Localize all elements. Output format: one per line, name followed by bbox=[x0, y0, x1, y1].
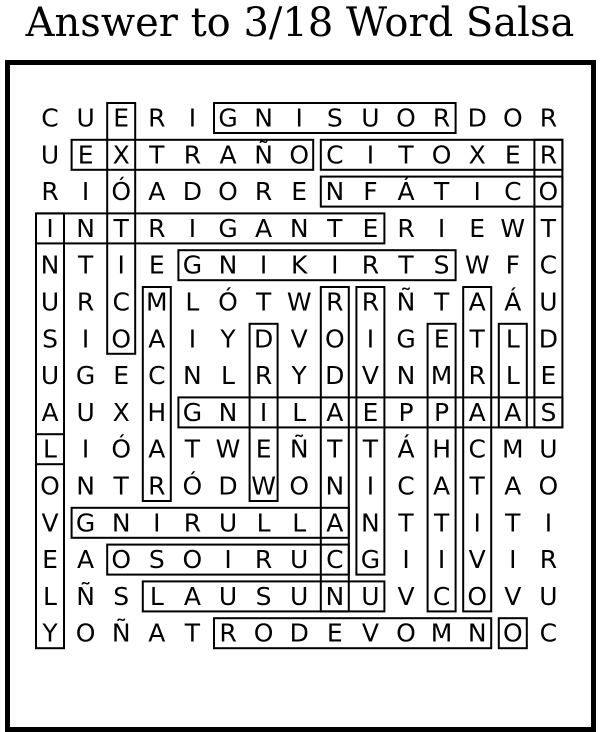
grid-letter: Y bbox=[291, 361, 307, 391]
grid-letter: T bbox=[469, 471, 485, 501]
grid-letter: O bbox=[218, 177, 238, 207]
grid-letter: U bbox=[290, 581, 309, 611]
grid-letter: O bbox=[502, 618, 523, 648]
grid-letter: L bbox=[505, 324, 520, 354]
grid-letter: N bbox=[111, 508, 131, 538]
grid-letter: L bbox=[505, 361, 520, 391]
grid-letter: H bbox=[432, 434, 452, 464]
grid-letter: I bbox=[544, 508, 553, 538]
found-word-box bbox=[143, 287, 171, 501]
grid-letter: S bbox=[433, 250, 450, 280]
grid-letter: T bbox=[255, 287, 272, 317]
grid-letter: E bbox=[362, 397, 379, 427]
grid-letter: I bbox=[402, 545, 410, 575]
grid-letter: I bbox=[81, 324, 90, 354]
grid-letter: T bbox=[398, 140, 414, 170]
grid-letter: U bbox=[539, 287, 558, 317]
grid-letter: I bbox=[473, 177, 481, 207]
grid-letter: N bbox=[325, 177, 345, 207]
grid-letter: N bbox=[361, 508, 380, 538]
grid-letter: A bbox=[504, 471, 522, 501]
grid-letter: O bbox=[40, 471, 60, 501]
grid-letter: S bbox=[42, 324, 58, 354]
grid-letter: O bbox=[538, 471, 559, 501]
grid-letter: A bbox=[219, 140, 237, 170]
grid-letter: Ñ bbox=[254, 140, 273, 170]
grid-letter: T bbox=[113, 213, 129, 243]
grid-letter: E bbox=[433, 324, 450, 354]
grid-letter: Á bbox=[504, 287, 522, 317]
grid-letter: D bbox=[325, 361, 345, 391]
grid-letter: L bbox=[221, 361, 235, 391]
grid-letter: T bbox=[149, 140, 165, 170]
grid-letter: N bbox=[396, 361, 416, 391]
grid-letter: O bbox=[324, 324, 345, 354]
grid-letter: T bbox=[184, 618, 201, 648]
grid-letter: C bbox=[326, 140, 344, 170]
grid-letter: A bbox=[468, 397, 486, 427]
grid-letter: G bbox=[396, 324, 416, 354]
grid-letter: X bbox=[468, 140, 486, 170]
grid-letter: O bbox=[467, 581, 488, 611]
grid-letter: W bbox=[286, 287, 312, 317]
grid-letter: N bbox=[325, 581, 345, 611]
grid-letter: D bbox=[538, 324, 559, 354]
grid-letter: N bbox=[289, 213, 309, 243]
grid-letter: T bbox=[505, 508, 521, 538]
grid-letter: N bbox=[40, 250, 60, 280]
grid-letter: Ó bbox=[111, 177, 132, 207]
grid-letter: I bbox=[331, 250, 339, 280]
grid-letter: E bbox=[113, 103, 130, 133]
grid-letter: E bbox=[113, 361, 130, 391]
grid-letter: I bbox=[81, 434, 90, 464]
grid-letter: Ó bbox=[111, 434, 132, 464]
grid-letter: O bbox=[396, 103, 416, 133]
grid-letter: O bbox=[253, 618, 274, 648]
grid-letter: I bbox=[259, 397, 268, 427]
grid-letter: R bbox=[183, 508, 202, 538]
grid-letter: R bbox=[468, 361, 486, 391]
grid-letter: A bbox=[148, 618, 166, 648]
page-title: Answer to 3/18 Word Salsa bbox=[25, 0, 575, 46]
grid-letter: F bbox=[363, 177, 378, 207]
grid-letter: Ñ bbox=[396, 287, 416, 317]
grid-letter: I bbox=[366, 140, 375, 170]
grid-letter: R bbox=[183, 140, 202, 170]
grid-letter: R bbox=[254, 361, 273, 391]
grid-letter: T bbox=[540, 213, 557, 243]
grid-letter: R bbox=[148, 213, 166, 243]
grid-letter: C bbox=[148, 361, 166, 391]
grid-letter: N bbox=[254, 103, 273, 133]
grid-letter: I bbox=[117, 250, 125, 280]
grid-letter: G bbox=[182, 397, 203, 427]
grid-letter: A bbox=[183, 581, 201, 611]
grid-letter: T bbox=[433, 508, 450, 538]
grid-letter: T bbox=[184, 434, 201, 464]
grid-letter: Ñ bbox=[76, 581, 95, 611]
grid-letter: E bbox=[77, 140, 94, 170]
grid-letter: A bbox=[326, 397, 344, 427]
grid-letter: N bbox=[467, 618, 487, 648]
grid-letter: V bbox=[504, 581, 522, 611]
grid-letter: T bbox=[327, 213, 343, 243]
grid-letter: I bbox=[188, 324, 197, 354]
grid-letter: N bbox=[76, 213, 95, 243]
grid-letter: I bbox=[437, 545, 446, 575]
grid-letter: O bbox=[182, 545, 203, 575]
grid-letter: Ó bbox=[182, 471, 203, 501]
grid-letter: C bbox=[539, 250, 558, 280]
grid-letter: O bbox=[502, 103, 523, 133]
grid-letter: A bbox=[504, 397, 522, 427]
grid-letter: L bbox=[43, 434, 57, 464]
grid-letter: I bbox=[81, 177, 90, 207]
grid-letter: I bbox=[188, 103, 197, 133]
grid-letter: I bbox=[366, 471, 375, 501]
grid-letter: O bbox=[289, 471, 310, 501]
grid-letter: D bbox=[467, 103, 487, 133]
grid-letter: U bbox=[218, 508, 238, 538]
grid-letter: E bbox=[362, 213, 379, 243]
grid-letter: T bbox=[398, 508, 414, 538]
grid-letter: U bbox=[76, 397, 95, 427]
grid-letter: V bbox=[397, 581, 415, 611]
grid-letter: T bbox=[433, 287, 450, 317]
grid-letter: V bbox=[290, 324, 308, 354]
grid-letter: E bbox=[504, 140, 521, 170]
grid-letter: S bbox=[113, 581, 130, 611]
grid-letter: A bbox=[148, 434, 166, 464]
grid-letter: S bbox=[148, 545, 165, 575]
grid-letter: I bbox=[473, 508, 481, 538]
grid-letter: E bbox=[42, 545, 58, 575]
grid-letter: O bbox=[111, 324, 132, 354]
grid-letter: G bbox=[75, 508, 96, 538]
grid-letter: L bbox=[185, 287, 200, 317]
grid-letter: S bbox=[540, 397, 557, 427]
grid-letter: R bbox=[539, 545, 558, 575]
grid-letter: Ñ bbox=[289, 434, 309, 464]
grid-letter: R bbox=[219, 618, 237, 648]
grid-letter: R bbox=[148, 103, 166, 133]
grid-letter: C bbox=[504, 177, 522, 207]
grid-letter: U bbox=[539, 581, 558, 611]
grid-letter: P bbox=[434, 397, 450, 427]
grid-letter: M bbox=[502, 434, 524, 464]
grid-letter: U bbox=[361, 103, 380, 133]
grid-letter: C bbox=[468, 434, 486, 464]
grid-letter: V bbox=[361, 618, 379, 648]
grid-letter: D bbox=[289, 618, 309, 648]
grid-letter: Á bbox=[397, 177, 415, 207]
grid-letter: A bbox=[255, 213, 273, 243]
grid-letter: I bbox=[46, 213, 54, 243]
grid-letter: G bbox=[218, 103, 238, 133]
grid-letter: X bbox=[112, 140, 130, 170]
grid-letter: I bbox=[437, 213, 446, 243]
grid-letter: L bbox=[292, 508, 307, 538]
grid-letter: A bbox=[77, 545, 95, 575]
grid-letter: G bbox=[218, 213, 238, 243]
grid-letter: W bbox=[500, 213, 526, 243]
grid-letter: U bbox=[539, 434, 558, 464]
grid-letter: R bbox=[254, 545, 273, 575]
grid-letter: I bbox=[509, 545, 517, 575]
grid-letter: L bbox=[292, 397, 307, 427]
grid-letter: G bbox=[75, 361, 96, 391]
grid-letter: T bbox=[362, 434, 379, 464]
grid-letter: N bbox=[325, 471, 345, 501]
grid-letter: S bbox=[326, 103, 343, 133]
grid-letter: V bbox=[468, 545, 486, 575]
grid-letter: R bbox=[539, 140, 558, 170]
grid-letter: N bbox=[218, 397, 238, 427]
grid-letter: L bbox=[256, 508, 271, 538]
grid-letter: A bbox=[468, 287, 486, 317]
grid-letter: R bbox=[397, 213, 415, 243]
grid-letter: M bbox=[146, 287, 168, 317]
grid-letter: T bbox=[433, 177, 450, 207]
grid-letter: L bbox=[149, 581, 164, 611]
grid-letter: U bbox=[361, 581, 380, 611]
grid-letter: O bbox=[396, 618, 416, 648]
grid-letter: C bbox=[397, 471, 415, 501]
grid-letter: U bbox=[40, 140, 60, 170]
grid-letter: L bbox=[43, 581, 57, 611]
grid-letter: M bbox=[430, 361, 453, 391]
grid-letter: T bbox=[77, 250, 94, 280]
grid-letter: V bbox=[361, 361, 379, 391]
grid-letter: I bbox=[295, 103, 303, 133]
grid-letter: N bbox=[76, 471, 95, 501]
grid-letter: D bbox=[218, 471, 238, 501]
grid-letter: T bbox=[398, 250, 414, 280]
grid-letter: I bbox=[188, 213, 197, 243]
grid-letter: E bbox=[255, 434, 272, 464]
grid-letter: H bbox=[147, 397, 167, 427]
grid-letter: U bbox=[40, 361, 60, 391]
grid-letter: Ñ bbox=[111, 618, 131, 648]
grid-letter: O bbox=[75, 618, 96, 648]
grid-letter: K bbox=[290, 250, 308, 280]
grid-letter: O bbox=[431, 140, 452, 170]
grid-letter: U bbox=[290, 545, 309, 575]
grid-letter: V bbox=[41, 508, 59, 538]
grid-letter: Y bbox=[42, 618, 58, 648]
grid-letter: U bbox=[76, 103, 95, 133]
grid-letter: T bbox=[469, 324, 485, 354]
grid-letter: E bbox=[148, 250, 165, 280]
grid-letter: W bbox=[464, 250, 490, 280]
grid-letter: T bbox=[113, 471, 129, 501]
grid-letter: C bbox=[539, 618, 558, 648]
grid-letter: C bbox=[432, 581, 451, 611]
grid-letter: E bbox=[291, 177, 308, 207]
grid-letter: N bbox=[183, 361, 202, 391]
grid-letter: G bbox=[360, 545, 381, 575]
grid-letter: R bbox=[539, 103, 558, 133]
grid-letter: W bbox=[251, 471, 276, 501]
grid-letter: R bbox=[432, 103, 451, 133]
grid-letter: Ó bbox=[218, 287, 238, 317]
grid-letter: U bbox=[218, 581, 238, 611]
grid-letter: E bbox=[469, 213, 486, 243]
grid-letter: S bbox=[255, 581, 272, 611]
grid-letter: R bbox=[254, 177, 273, 207]
grid-letter: Y bbox=[220, 324, 236, 354]
grid-letter: O bbox=[289, 140, 310, 170]
grid-letter: G bbox=[182, 250, 203, 280]
grid-letter: U bbox=[40, 287, 60, 317]
grid-letter: O bbox=[538, 177, 559, 207]
grid-letter: R bbox=[76, 287, 95, 317]
grid-letter: R bbox=[41, 177, 59, 207]
grid-letter: D bbox=[253, 324, 274, 354]
grid-letter: C bbox=[41, 103, 59, 133]
grid-letter: A bbox=[148, 324, 166, 354]
grid-letter: F bbox=[505, 250, 520, 280]
grid-letter: E bbox=[326, 618, 343, 648]
grid-letter: E bbox=[540, 361, 557, 391]
grid-letter: A bbox=[41, 397, 59, 427]
grid-letter: T bbox=[327, 434, 343, 464]
grid-letter: P bbox=[398, 397, 414, 427]
grid-letter: I bbox=[259, 250, 268, 280]
grid-letter: Á bbox=[397, 434, 415, 464]
grid-letter: O bbox=[111, 545, 132, 575]
grid-letter: R bbox=[326, 287, 344, 317]
grid-letter: W bbox=[215, 434, 241, 464]
grid-letter: M bbox=[430, 618, 453, 648]
grid-letter: D bbox=[182, 177, 203, 207]
grid-letter: R bbox=[148, 471, 166, 501]
grid-letter: A bbox=[433, 471, 451, 501]
grid-letter: A bbox=[148, 177, 166, 207]
grid-letter: I bbox=[153, 508, 161, 538]
grid-letter: I bbox=[366, 324, 375, 354]
grid-letter: N bbox=[218, 250, 238, 280]
grid-letter: C bbox=[112, 287, 130, 317]
grid-letter: X bbox=[112, 397, 130, 427]
grid-letter: A bbox=[326, 508, 344, 538]
grid-letter: R bbox=[361, 287, 380, 317]
grid-letter: C bbox=[326, 545, 344, 575]
grid-letter: I bbox=[224, 545, 232, 575]
grid-letter: R bbox=[361, 250, 380, 280]
